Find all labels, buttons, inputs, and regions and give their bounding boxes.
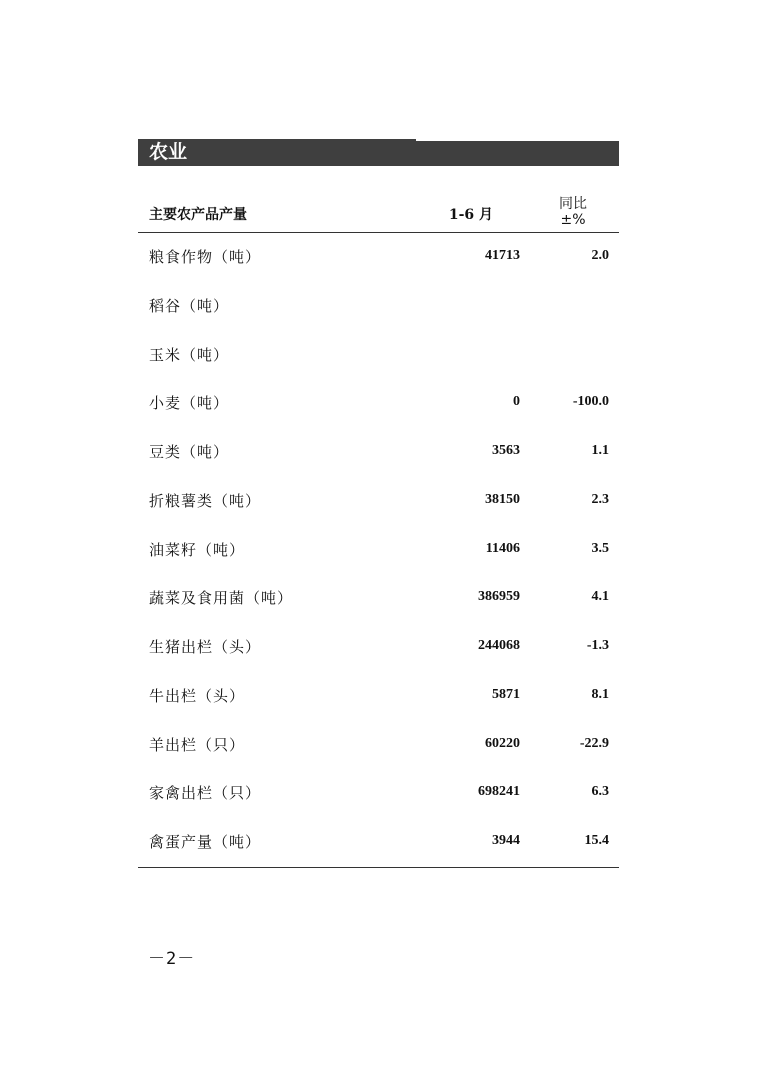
row-yoy: 6.3 [591, 784, 609, 800]
row-value: 60220 [485, 735, 520, 751]
row-yoy: 8.1 [591, 686, 609, 702]
row-yoy: 2.3 [591, 491, 609, 507]
row-value: 38150 [485, 491, 520, 507]
row-value: 41713 [485, 248, 520, 263]
row-yoy: -1.3 [586, 638, 609, 653]
row-yoy: 4.1 [591, 589, 609, 605]
row-name: 蔬菜及食用菌（吨） [149, 589, 294, 608]
row-yoy: 15.4 [584, 833, 609, 848]
table-row [138, 818, 619, 867]
row-value: 698241 [478, 784, 520, 800]
row-name: 禽蛋产量（吨） [149, 833, 262, 851]
page-number: －2－ [148, 949, 196, 969]
column-header-yoy [538, 196, 608, 228]
row-name: 折粮薯类（吨） [149, 491, 262, 510]
row-value: 244068 [478, 638, 520, 653]
table-row [138, 428, 619, 477]
row-value: 11406 [485, 540, 520, 556]
table-row [138, 331, 619, 380]
table-row [138, 769, 619, 818]
column-header-yoy-line1: 同比 [559, 196, 587, 212]
row-name: 粮食作物（吨） [149, 248, 262, 266]
row-value: 386959 [478, 589, 520, 605]
row-name: 稻谷（吨） [149, 296, 230, 315]
row-value: 0 [513, 394, 520, 410]
section-title: 农业 [149, 141, 188, 163]
table-row [138, 282, 619, 331]
row-yoy: 2.0 [591, 248, 609, 263]
row-yoy: -100.0 [572, 394, 609, 410]
table-row [138, 379, 619, 428]
title-bar-notch [416, 139, 619, 141]
row-name: 牛出栏（头） [149, 686, 246, 705]
table-row [138, 477, 619, 526]
table-row [138, 526, 619, 575]
row-name: 羊出栏（只） [149, 735, 246, 754]
table-row [138, 233, 619, 282]
row-value: 3944 [492, 833, 520, 848]
table-row [138, 574, 619, 623]
row-value: 5871 [492, 686, 520, 702]
column-header-period: 1-6 月 [448, 207, 493, 223]
table-bottom-rule [138, 867, 619, 868]
table-row [138, 623, 619, 672]
row-name: 小麦（吨） [149, 394, 230, 413]
section-title-bar [138, 139, 619, 166]
column-header-name: 主要农产品产量 [149, 207, 247, 223]
table-row [138, 721, 619, 770]
row-yoy: 1.1 [591, 443, 609, 458]
row-name: 生猪出栏（头） [149, 638, 262, 656]
row-name: 豆类（吨） [149, 443, 230, 461]
table-row [138, 672, 619, 721]
row-yoy: -22.9 [579, 735, 609, 751]
row-name: 家禽出栏（只） [149, 784, 262, 803]
table-header [138, 190, 619, 233]
column-header-yoy-line2: ±% [560, 212, 586, 228]
row-name: 油菜籽（吨） [149, 540, 246, 559]
row-yoy: 3.5 [591, 540, 609, 556]
row-name: 玉米（吨） [149, 345, 230, 364]
agriculture-table [138, 190, 619, 868]
row-value: 3563 [492, 443, 520, 458]
